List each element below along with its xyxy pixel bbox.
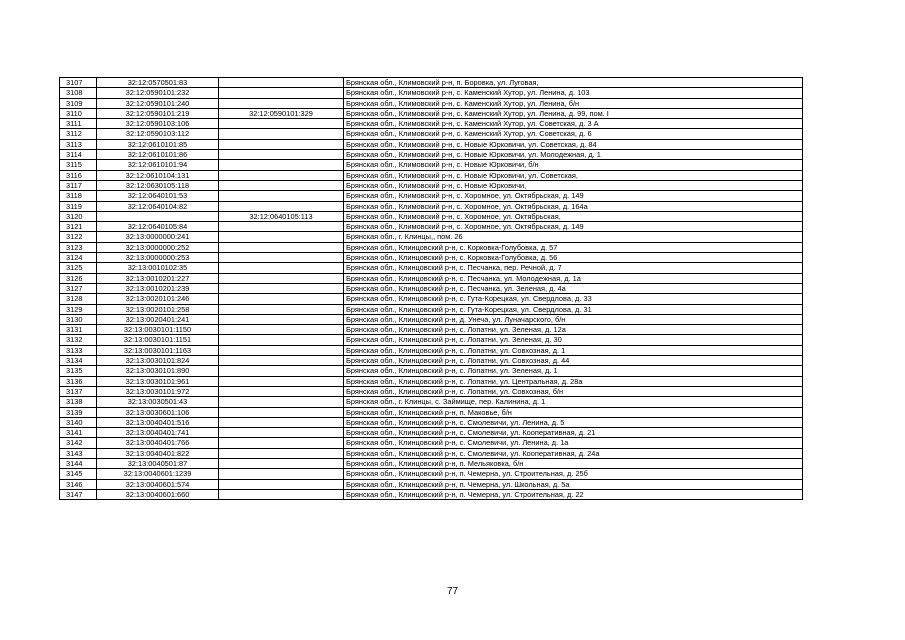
cadastral-number-cell: 32:13:0020101:246 — [97, 294, 219, 304]
row-number-cell: 3110 — [60, 108, 97, 118]
table-row — [60, 232, 803, 242]
cadastral-number-cell: 32:12:0610101:85 — [97, 139, 219, 149]
table-row — [60, 335, 803, 345]
address-cell: Брянская обл., Клинцовский р-н, с. Смолевичи, ул. Кооперативная, д. 24а — [344, 448, 803, 458]
address-cell: Брянская обл., Климовский р-н, с. Новые Юрковичи, ул. Советская, — [344, 170, 803, 180]
row-number-cell: 3131 — [60, 325, 97, 335]
table-row — [60, 479, 803, 489]
row-number-cell: 3142 — [60, 438, 97, 448]
address-cell: Брянская обл., Клинцовский р-н, с. Гута-Корецкая, ул. Свердлова, д. 33 — [344, 294, 803, 304]
cadastral-number-cell: 32:12:0590101:232 — [97, 88, 219, 98]
previous-number-cell — [219, 180, 344, 190]
previous-number-cell — [219, 479, 344, 489]
row-number-cell: 3108 — [60, 88, 97, 98]
address-cell: Брянская обл., Клинцовский р-н, с. Лопатни, ул. Зеленая, д. 12а — [344, 325, 803, 335]
address-cell: Брянская обл., Клинцовский р-н, д. Унеча, ул. Луначарского, б/н — [344, 314, 803, 324]
table-row — [60, 180, 803, 190]
table-row — [60, 88, 803, 98]
address-cell: Брянская обл., Клинцовский р-н, с. Лопатни, ул. Совхозная, д. 1 — [344, 345, 803, 355]
table-row — [60, 129, 803, 139]
address-cell: Брянская обл., Клинцовский р-н, п. Чемерна, ул. Строительная, д. 22 — [344, 489, 803, 499]
address-cell: Брянская обл., Клинцовский р-н, п. Мельяковка, б/н — [344, 458, 803, 468]
row-number-cell: 3117 — [60, 180, 97, 190]
table-row — [60, 201, 803, 211]
previous-number-cell — [219, 150, 344, 160]
row-number-cell: 3118 — [60, 191, 97, 201]
cadastral-number-cell: 32:13:0000000:252 — [97, 242, 219, 252]
cadastral-number-cell: 32:12:0640101:53 — [97, 191, 219, 201]
row-number-cell: 3114 — [60, 150, 97, 160]
cadastral-number-cell: 32:12:0610104:131 — [97, 170, 219, 180]
row-number-cell: 3134 — [60, 356, 97, 366]
row-number-cell: 3137 — [60, 386, 97, 396]
row-number-cell: 3109 — [60, 98, 97, 108]
address-cell: Брянская обл., Климовский р-н, с. Каменский Хутор, ул. Ленина, д. 99, пом. I — [344, 108, 803, 118]
table-row — [60, 314, 803, 324]
address-cell: Брянская обл., Климовский р-н, с. Каменский Хутор, ул. Ленина, д. 103 — [344, 88, 803, 98]
address-cell: Брянская обл., Клинцовский р-н, с. Лопатни, ул. Совхозная, б/н — [344, 386, 803, 396]
previous-number-cell: 32:12:0640105:113 — [219, 211, 344, 221]
previous-number-cell — [219, 98, 344, 108]
address-cell: Брянская обл., Климовский р-н, с. Каменский Хутор, ул. Советская, д. 3 А — [344, 119, 803, 129]
table-row — [60, 191, 803, 201]
previous-number-cell — [219, 294, 344, 304]
address-cell: Брянская обл., Клинцовский р-н, с. Смолевичи, ул. Кооперативная, д. 21 — [344, 428, 803, 438]
row-number-cell: 3111 — [60, 119, 97, 129]
cadastral-number-cell: 32:12:0570501:83 — [97, 78, 219, 88]
previous-number-cell: 32:12:0590101:329 — [219, 108, 344, 118]
previous-number-cell — [219, 139, 344, 149]
table-row — [60, 273, 803, 283]
address-cell: Брянская обл., Клинцовский р-н, с. Песчанка, ул. Зеленая, д. 4а — [344, 283, 803, 293]
previous-number-cell — [219, 222, 344, 232]
cadastral-number-cell: 32:12:0630105:118 — [97, 180, 219, 190]
previous-number-cell — [219, 356, 344, 366]
previous-number-cell — [219, 335, 344, 345]
previous-number-cell — [219, 170, 344, 180]
previous-number-cell — [219, 386, 344, 396]
table-row — [60, 489, 803, 499]
address-cell: Брянская обл., Клинцовский р-н, с. Лопатни, ул. Зеленая, д. 1 — [344, 366, 803, 376]
cadastral-number-cell: 32:13:0010201:239 — [97, 283, 219, 293]
table-row — [60, 119, 803, 129]
cadastral-number-cell: 32:13:0030101:1163 — [97, 345, 219, 355]
table-row — [60, 366, 803, 376]
cadastral-number-cell: 32:13:0040401:741 — [97, 428, 219, 438]
table-row — [60, 469, 803, 479]
cadastral-number-cell: 32:13:0010201:227 — [97, 273, 219, 283]
previous-number-cell — [219, 345, 344, 355]
cadastral-number-cell: 32:13:0030101:890 — [97, 366, 219, 376]
previous-number-cell — [219, 273, 344, 283]
row-number-cell: 3139 — [60, 407, 97, 417]
previous-number-cell — [219, 78, 344, 88]
cadastral-number-cell: 32:12:0640104:82 — [97, 201, 219, 211]
cadastral-number-cell: 32:12:0590103:106 — [97, 119, 219, 129]
table-row — [60, 222, 803, 232]
table-row — [60, 356, 803, 366]
cadastral-number-cell: 32:13:0040401:766 — [97, 438, 219, 448]
row-number-cell: 3128 — [60, 294, 97, 304]
row-number-cell: 3145 — [60, 469, 97, 479]
cadastral-number-cell: 32:12:0610101:94 — [97, 160, 219, 170]
cadastral-number-cell: 32:13:0040601:1239 — [97, 469, 219, 479]
row-number-cell: 3125 — [60, 263, 97, 273]
row-number-cell: 3113 — [60, 139, 97, 149]
address-cell: Брянская обл., Клинцовский р-н, с. Корковка-Голубовка, д. 57 — [344, 242, 803, 252]
table-row — [60, 150, 803, 160]
previous-number-cell — [219, 397, 344, 407]
address-cell: Брянская обл., Клинцовский р-н, п. Чемерна, ул. Строительная, д. 25б — [344, 469, 803, 479]
row-number-cell: 3129 — [60, 304, 97, 314]
address-cell: Брянская обл., г. Клинцы,, пом. 26 — [344, 232, 803, 242]
previous-number-cell — [219, 428, 344, 438]
table-row — [60, 160, 803, 170]
cadastral-number-cell: 32:13:0030101:1151 — [97, 335, 219, 345]
address-cell: Брянская обл., Клинцовский р-н, с. Лопатни, ул. Центральная, д. 28а — [344, 376, 803, 386]
table-row — [60, 78, 803, 88]
table-row — [60, 397, 803, 407]
address-cell: Брянская обл., Клинцовский р-н, с. Лопатни, ул. Зеленая, д. 30 — [344, 335, 803, 345]
row-number-cell: 3136 — [60, 376, 97, 386]
previous-number-cell — [219, 489, 344, 499]
cadastral-number-cell: 32:13:0030101:961 — [97, 376, 219, 386]
table-row — [60, 283, 803, 293]
row-number-cell: 3122 — [60, 232, 97, 242]
previous-number-cell — [219, 191, 344, 201]
table-row — [60, 253, 803, 263]
previous-number-cell — [219, 407, 344, 417]
row-number-cell: 3107 — [60, 78, 97, 88]
address-cell: Брянская обл., Клинцовский р-н, с. Смолевичи, ул. Ленина, д. 1а — [344, 438, 803, 448]
address-cell: Брянская обл., Клинцовский р-н, с. Лопатни, ул. Совхозная, д. 44 — [344, 356, 803, 366]
previous-number-cell — [219, 88, 344, 98]
address-cell: Брянская обл., Климовский р-н, с. Хоромное, ул. Октябрьская, — [344, 211, 803, 221]
cadastral-number-cell: 32:13:0040601:660 — [97, 489, 219, 499]
previous-number-cell — [219, 366, 344, 376]
previous-number-cell — [219, 469, 344, 479]
previous-number-cell — [219, 232, 344, 242]
previous-number-cell — [219, 160, 344, 170]
address-cell: Брянская обл., г. Клинцы, с. Займище, пер. Калинина, д. 1 — [344, 397, 803, 407]
row-number-cell: 3138 — [60, 397, 97, 407]
row-number-cell: 3115 — [60, 160, 97, 170]
cadastral-number-cell: 32:13:0000000:241 — [97, 232, 219, 242]
address-cell: Брянская обл., Клинцовский р-н, с. Песчанка, ул. Молодежная, д. 1а — [344, 273, 803, 283]
table-row — [60, 242, 803, 252]
table-row — [60, 407, 803, 417]
row-number-cell: 3140 — [60, 417, 97, 427]
cadastral-number-cell: 32:13:0010102:35 — [97, 263, 219, 273]
row-number-cell: 3119 — [60, 201, 97, 211]
previous-number-cell — [219, 253, 344, 263]
cadastral-number-cell: 32:13:0020101:258 — [97, 304, 219, 314]
cadastral-number-cell: 32:13:0030101:1150 — [97, 325, 219, 335]
address-cell: Брянская обл., Климовский р-н, с. Хоромное, ул. Октябрьская, д. 149 — [344, 191, 803, 201]
cadastral-number-cell: 32:12:0610101:86 — [97, 150, 219, 160]
previous-number-cell — [219, 119, 344, 129]
row-number-cell: 3127 — [60, 283, 97, 293]
table-row — [60, 170, 803, 180]
table-row — [60, 386, 803, 396]
table-row — [60, 98, 803, 108]
registry-table-body — [60, 78, 803, 500]
cadastral-number-cell: 32:13:0030601:106 — [97, 407, 219, 417]
table-row — [60, 108, 803, 118]
page-number: 77 — [446, 586, 459, 597]
address-cell: Брянская обл., Климовский р-н, с. Новые Юрковичи, ул. Советская, д. 84 — [344, 139, 803, 149]
cadastral-number-cell: 32:13:0020401:241 — [97, 314, 219, 324]
table-row — [60, 294, 803, 304]
cadastral-number-cell: 32:13:0040601:574 — [97, 479, 219, 489]
row-number-cell: 3126 — [60, 273, 97, 283]
address-cell: Брянская обл., Клинцовский р-н, п. Маковье, б/н — [344, 407, 803, 417]
address-cell: Брянская обл., Климовский р-н, с. Новые Юрковичи, — [344, 180, 803, 190]
cadastral-number-cell: 32:13:0040401:516 — [97, 417, 219, 427]
address-cell: Брянская обл., Клинцовский р-н, с. Гута-Корецкая, ул. Свердлова, д. 31 — [344, 304, 803, 314]
table-row — [60, 325, 803, 335]
row-number-cell: 3143 — [60, 448, 97, 458]
row-number-cell: 3132 — [60, 335, 97, 345]
table-row — [60, 438, 803, 448]
table-row — [60, 345, 803, 355]
row-number-cell: 3141 — [60, 428, 97, 438]
previous-number-cell — [219, 263, 344, 273]
cadastral-number-cell: 32:12:0590103:112 — [97, 129, 219, 139]
row-number-cell: 3130 — [60, 314, 97, 324]
address-cell: Брянская обл., Климовский р-н, с. Новые Юрковичи, б/н — [344, 160, 803, 170]
previous-number-cell — [219, 417, 344, 427]
previous-number-cell — [219, 448, 344, 458]
cadastral-number-cell: 32:13:0000000:253 — [97, 253, 219, 263]
previous-number-cell — [219, 201, 344, 211]
row-number-cell: 3133 — [60, 345, 97, 355]
table-row — [60, 263, 803, 273]
cadastral-number-cell: 32:13:0030101:972 — [97, 386, 219, 396]
address-cell: Брянская обл., Климовский р-н, с. Новые Юрковичи, ул. Молодежная, д. 1 — [344, 150, 803, 160]
address-cell: Брянская обл., Климовский р-н, с. Хоромное, ул. Октябрьская, д. 164а — [344, 201, 803, 211]
row-number-cell: 3144 — [60, 458, 97, 468]
cadastral-number-cell: 32:12:0640105:84 — [97, 222, 219, 232]
table-row — [60, 304, 803, 314]
address-cell: Брянская обл., Климовский р-н, с. Каменский Хутор, ул. Ленина, б/н — [344, 98, 803, 108]
row-number-cell: 3116 — [60, 170, 97, 180]
cadastral-number-cell: 32:13:0030101:824 — [97, 356, 219, 366]
table-row — [60, 417, 803, 427]
previous-number-cell — [219, 325, 344, 335]
table-row — [60, 211, 803, 221]
address-cell: Брянская обл., Климовский р-н, с. Хоромное, ул. Октябрьская, д. 149 — [344, 222, 803, 232]
previous-number-cell — [219, 314, 344, 324]
previous-number-cell — [219, 438, 344, 448]
cadastral-number-cell: 32:13:0030501:43 — [97, 397, 219, 407]
address-cell: Брянская обл., Клинцовский р-н, с. Смолевичи, ул. Ленина, д. 5 — [344, 417, 803, 427]
table-row — [60, 458, 803, 468]
table-row — [60, 139, 803, 149]
cadastral-number-cell: 32:13:0040401:822 — [97, 448, 219, 458]
registry-table — [59, 77, 803, 500]
cadastral-number-cell: 32:12:0590101:240 — [97, 98, 219, 108]
row-number-cell: 3146 — [60, 479, 97, 489]
previous-number-cell — [219, 458, 344, 468]
row-number-cell: 3147 — [60, 489, 97, 499]
table-row — [60, 448, 803, 458]
previous-number-cell — [219, 242, 344, 252]
previous-number-cell — [219, 129, 344, 139]
row-number-cell: 3120 — [60, 211, 97, 221]
table-row — [60, 428, 803, 438]
cadastral-number-cell: 32:12:0590101:219 — [97, 108, 219, 118]
previous-number-cell — [219, 304, 344, 314]
row-number-cell: 3135 — [60, 366, 97, 376]
address-cell: Брянская обл., Клинцовский р-н, с. Песчанка, пер. Речной, д. 7 — [344, 263, 803, 273]
row-number-cell: 3123 — [60, 242, 97, 252]
address-cell: Брянская обл., Клинцовский р-н, с. Корковка-Голубовка, д. 56 — [344, 253, 803, 263]
cadastral-number-cell — [97, 211, 219, 221]
address-cell: Брянская обл., Климовский р-н, с. Каменский Хутор, ул. Советская, д. 6 — [344, 129, 803, 139]
previous-number-cell — [219, 283, 344, 293]
address-cell: Брянская обл., Клинцовский р-н, п. Чемерна, ул. Школьная, д. 5а — [344, 479, 803, 489]
previous-number-cell — [219, 376, 344, 386]
row-number-cell: 3121 — [60, 222, 97, 232]
cadastral-number-cell: 32:13:0040501:87 — [97, 458, 219, 468]
table-row — [60, 376, 803, 386]
row-number-cell: 3124 — [60, 253, 97, 263]
address-cell: Брянская обл., Климовский р-н, п. Боровка, ул. Луговая, — [344, 78, 803, 88]
row-number-cell: 3112 — [60, 129, 97, 139]
